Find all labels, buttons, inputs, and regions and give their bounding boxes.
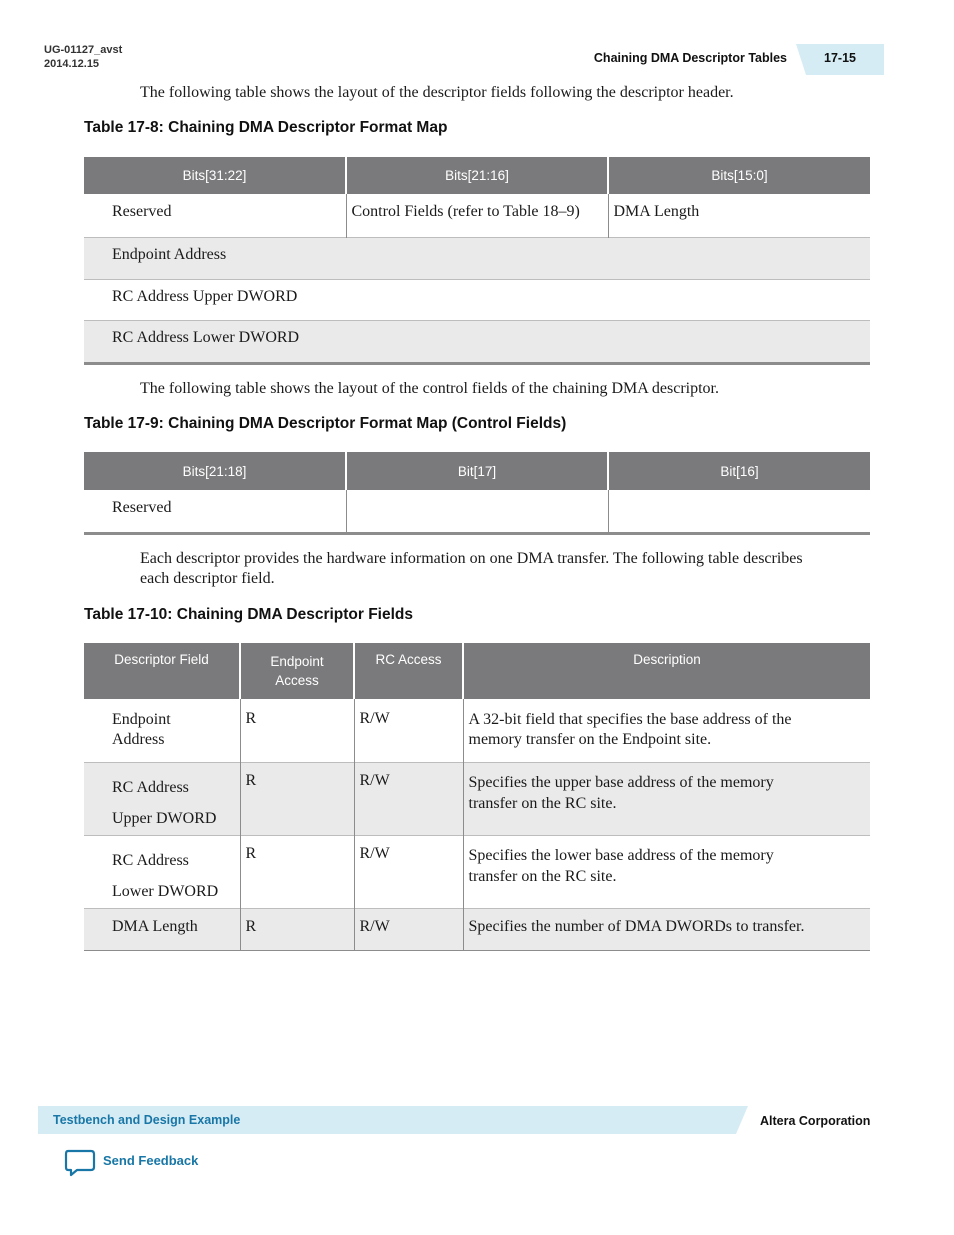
field-name-line: Address	[112, 731, 165, 748]
field-name-line: DMA Length	[112, 917, 198, 935]
intro-paragraph-2: The following table shows the layout of the control fields of the chaining DMA descriptor.	[140, 380, 719, 397]
description-line: memory transfer on the Endpoint site.	[468, 731, 712, 748]
control-fields-table	[84, 452, 870, 532]
page-number: 17-15	[824, 51, 856, 65]
endpoint-access-cell: R	[240, 908, 354, 950]
table-2-caption: Table 17-9: Chaining DMA Descriptor Format Map (Control Fields)	[84, 415, 567, 432]
column-header: Bits[15:0]	[608, 157, 870, 194]
description-cell	[463, 699, 870, 762]
table-cell: Reserved	[112, 203, 172, 220]
table-row	[84, 194, 870, 237]
table-row	[84, 490, 870, 532]
column-header: Bits[21:18]	[84, 452, 346, 490]
column-header: Bits[21:16]	[346, 157, 608, 194]
column-header: Bit[17]	[346, 452, 608, 490]
description-cell	[463, 908, 870, 950]
description-line: Specifies the upper base address of the memory	[468, 773, 774, 791]
table-header-row	[84, 643, 870, 699]
footer-company: Altera Corporation	[760, 1114, 871, 1128]
footer-section-title: Testbench and Design Example	[53, 1113, 241, 1127]
field-cell	[84, 835, 240, 908]
rc-access-cell: R/W	[354, 762, 463, 835]
field-cell	[84, 699, 240, 762]
table-cell: RC Address Lower DWORD	[84, 320, 870, 362]
table-1-bottom-rule	[84, 362, 870, 365]
endpoint-access-cell: R	[240, 699, 354, 762]
table-row	[84, 279, 870, 320]
table-header-row	[84, 157, 870, 194]
field-name-line: Endpoint	[112, 711, 171, 728]
column-header: Bits[31:22]	[84, 157, 346, 194]
endpoint-access-cell: R	[240, 762, 354, 835]
intro-3-line: each descriptor field.	[140, 570, 275, 587]
table-header-row	[84, 452, 870, 490]
doc-id-code: UG-01127_avst	[44, 44, 123, 56]
description-line: Specifies the lower base address of the memory	[468, 846, 774, 864]
table-row	[84, 699, 870, 762]
column-header: Endpoint Access	[240, 643, 354, 699]
field-cell	[84, 908, 240, 950]
table-row	[84, 237, 870, 279]
description-cell	[463, 835, 870, 908]
table-row	[84, 762, 870, 835]
field-cell	[84, 762, 240, 835]
table-cell: Endpoint Address	[84, 237, 870, 279]
running-title: Chaining DMA Descriptor Tables	[593, 51, 787, 65]
rc-access-cell: R/W	[354, 699, 463, 762]
descriptor-fields-table	[84, 643, 870, 950]
intro-3-line: Each descriptor provides the hardware information on one DMA transfer. The following table describes	[140, 550, 803, 567]
field-name-line: RC Address	[112, 778, 189, 796]
table-cell	[608, 490, 870, 532]
description-cell	[463, 762, 870, 835]
table-row	[84, 835, 870, 908]
table-cell: DMA Length	[608, 194, 870, 237]
speech-bubble-icon	[64, 1148, 96, 1183]
intro-paragraph-3	[140, 549, 803, 589]
column-header: RC Access	[354, 643, 463, 699]
column-header: Bit[16]	[608, 452, 870, 490]
rc-access-cell: R/W	[354, 908, 463, 950]
field-name-line: Lower DWORD	[112, 882, 219, 900]
field-name-line: Upper DWORD	[112, 809, 217, 827]
table-cell: Control Fields (refer to Table 18–9)	[346, 194, 608, 237]
column-header: Descriptor Field	[84, 643, 240, 699]
table-row	[84, 320, 870, 362]
table-1-caption: Table 17-8: Chaining DMA Descriptor Format Map	[84, 119, 448, 136]
descriptor-format-table	[84, 157, 870, 362]
document-id	[44, 43, 122, 71]
description-line: transfer on the RC site.	[468, 867, 617, 885]
table-cell: RC Address Upper DWORD	[84, 279, 870, 320]
field-name-line: RC Address	[112, 851, 189, 869]
table-cell	[346, 490, 608, 532]
send-feedback-label[interactable]: Send Feedback	[103, 1153, 199, 1168]
description-line: A 32-bit field that specifies the base address of the	[468, 711, 792, 728]
endpoint-access-cell: R	[240, 835, 354, 908]
doc-id-date: 2014.12.15	[44, 58, 100, 70]
table-cell: Reserved	[112, 499, 172, 516]
table-3-bottom-rule	[84, 950, 870, 951]
table-3-caption: Table 17-10: Chaining DMA Descriptor Fields	[84, 606, 414, 623]
column-header: Description	[463, 643, 870, 699]
description-line: Specifies the number of DMA DWORDs to transfer.	[468, 917, 805, 935]
rc-access-cell: R/W	[354, 835, 463, 908]
intro-paragraph-1: The following table shows the layout of the descriptor fields following the descriptor header.	[140, 84, 734, 101]
table-row	[84, 908, 870, 950]
description-line: transfer on the RC site.	[468, 794, 617, 812]
table-2-bottom-rule	[84, 532, 870, 535]
